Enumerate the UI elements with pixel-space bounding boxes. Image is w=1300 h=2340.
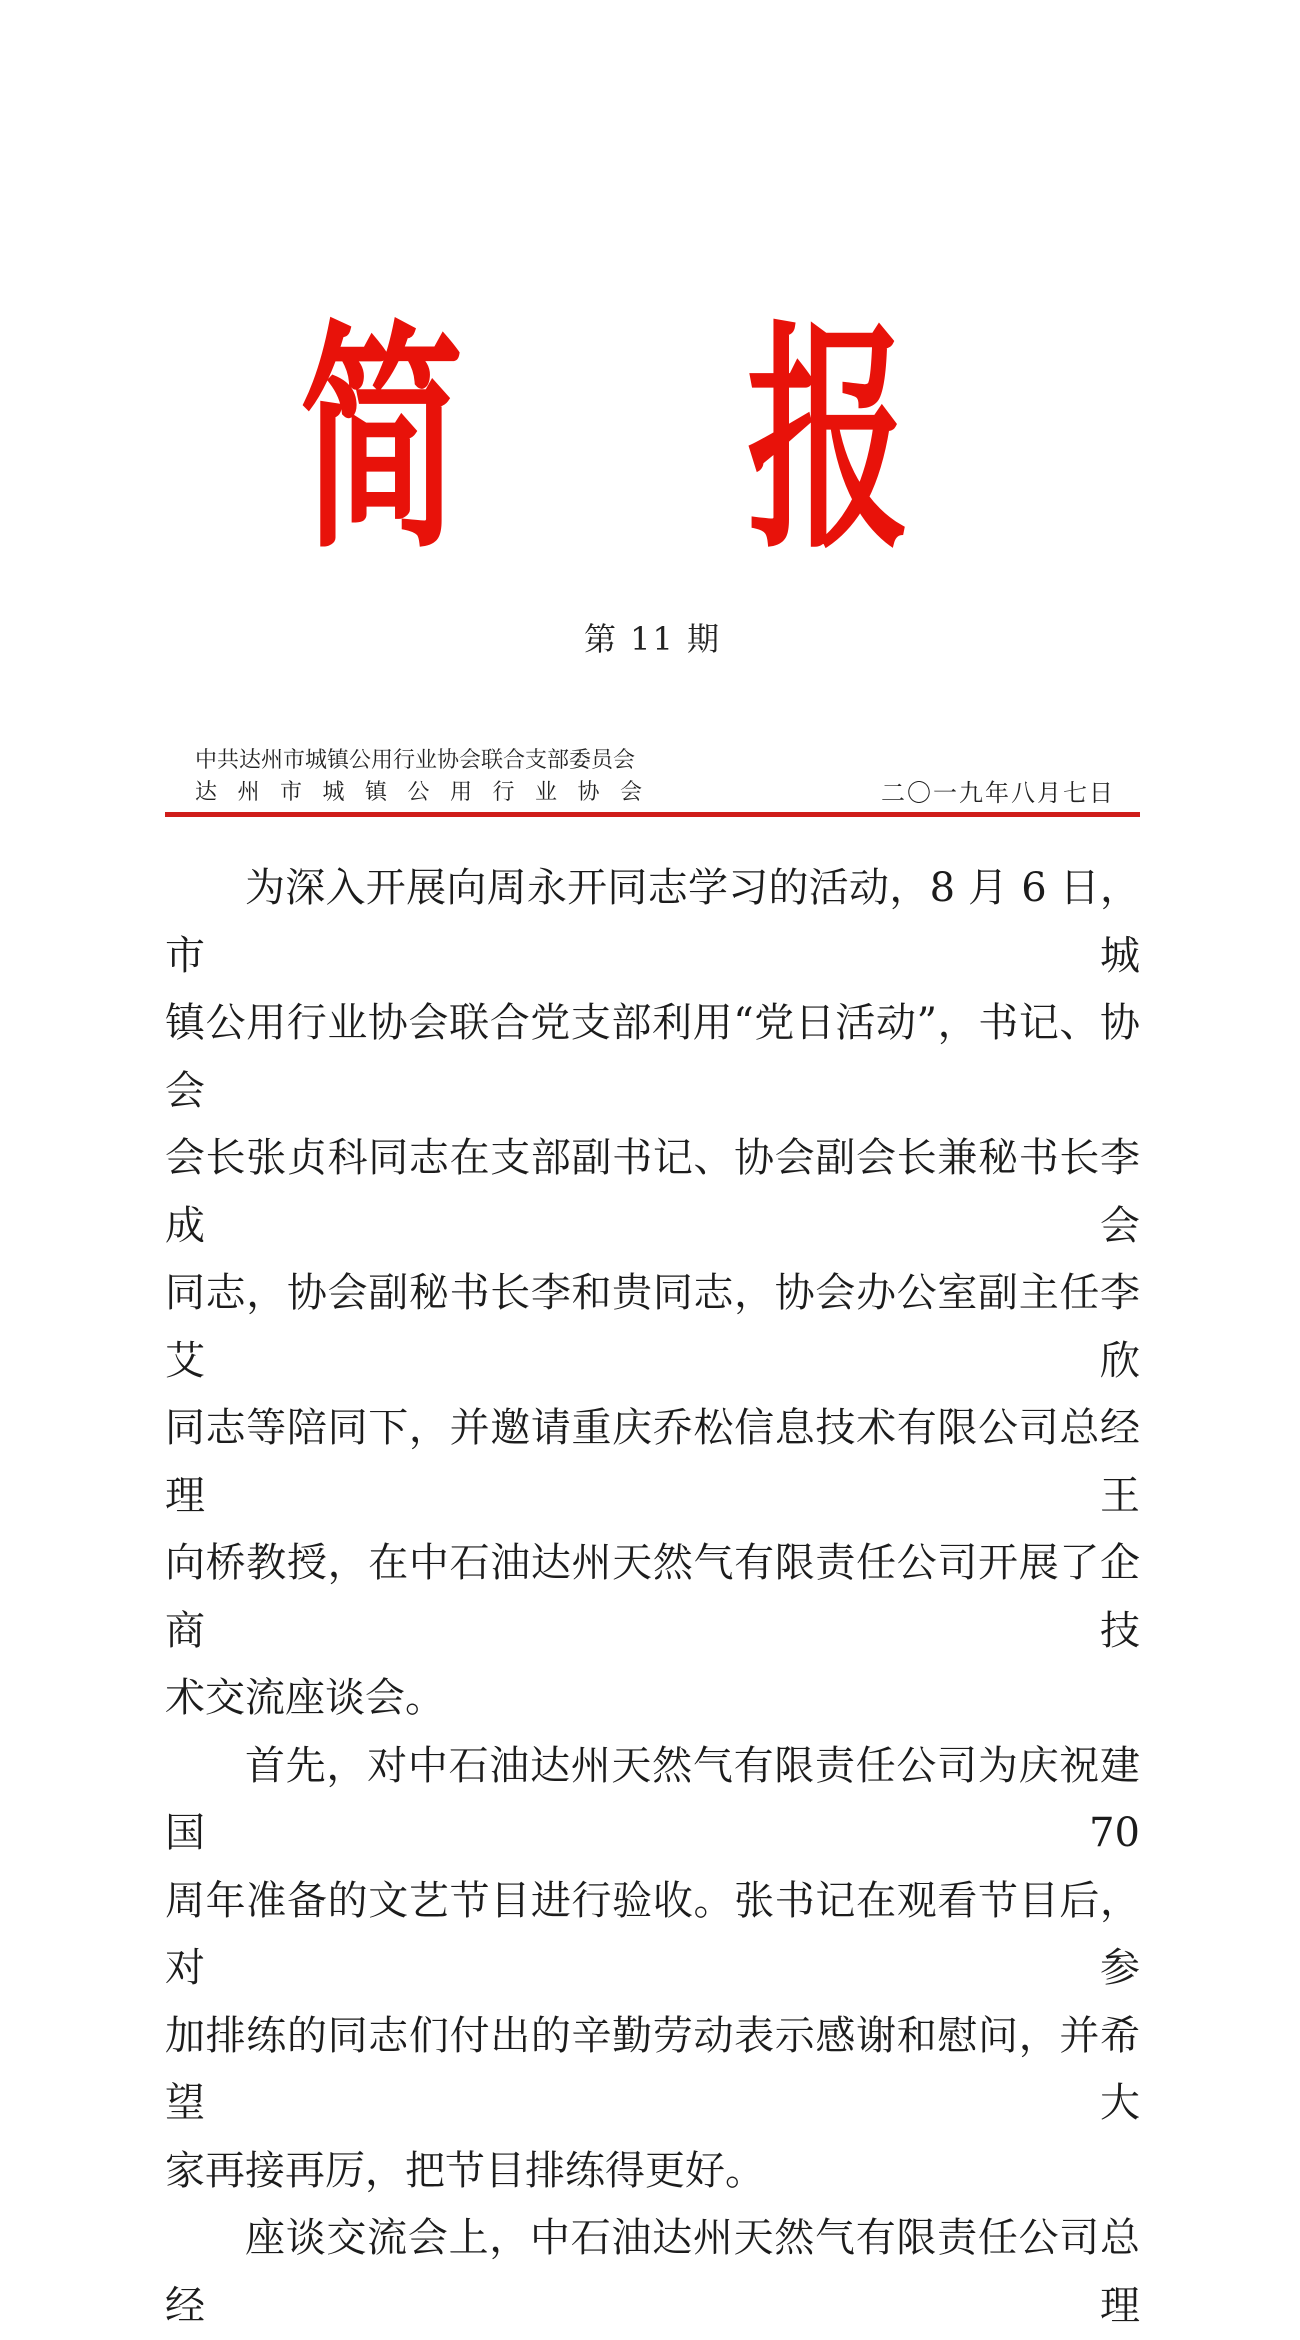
masthead-char-jian: 简	[300, 299, 464, 581]
body-line: 向桥教授，在中石油达州天然气有限责任公司开展了企商技	[165, 1540, 1140, 1654]
document-content	[165, 299, 1140, 2340]
body-line: 会长张贞科同志在支部副书记、协会副会长兼秘书长李成会	[165, 1135, 1140, 1249]
org-line-association: 达州市城镇公用行业协会	[195, 780, 663, 805]
org-header-row	[165, 745, 1140, 809]
org-column	[195, 745, 675, 809]
body-line: 同志，协会副秘书长李和贵同志，协会办公室副主任李艾欣	[165, 1270, 1140, 1384]
body-line: 周年准备的文艺节目进行验收。张书记在观看节目后，对参	[165, 1877, 1140, 1991]
body-line: 家再接再厉，把节目排练得更好。	[165, 2147, 765, 2194]
org-line-committee: 中共达州市城镇公用行业协会联合支部委员会	[195, 748, 636, 773]
masthead-title	[300, 299, 910, 581]
body-line: 首先，对中石油达州天然气有限责任公司为庆祝建国 70	[165, 1742, 1140, 1856]
document-body	[165, 855, 1140, 2340]
divider-rule	[165, 812, 1140, 817]
issue-number: 第 11 期	[583, 620, 722, 658]
body-line: 镇公用行业协会联合党支部利用“党日活动”，书记、协会	[165, 1000, 1140, 1114]
masthead-char-bao: 报	[746, 299, 910, 581]
body-line: 同志等陪同下，并邀请重庆乔松信息技术有限公司总经理王	[165, 1405, 1140, 1519]
document-page	[0, 299, 1300, 2329]
body-line: 座谈交流会上，中石油达州天然气有限责任公司总经理	[165, 2215, 1140, 2329]
issue-date: 二〇一九年八月七日	[881, 779, 1115, 807]
body-line: 为深入开展向周永开同志学习的活动，8 月 6 日，市城	[165, 865, 1140, 979]
body-line: 术交流座谈会。	[165, 1675, 445, 1721]
body-line: 加排练的同志们付出的辛勤劳动表示感谢和慰问，并希望大	[165, 2012, 1140, 2126]
